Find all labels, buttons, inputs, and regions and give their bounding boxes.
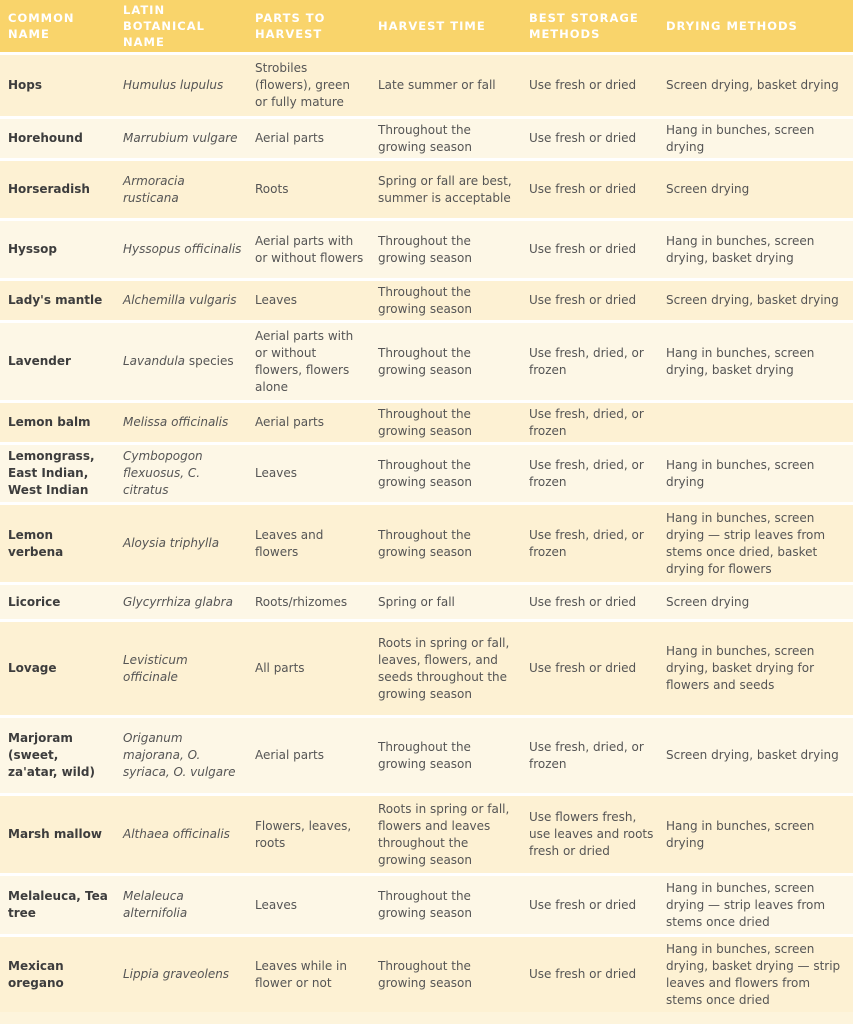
cell-common-name: Lovage [0, 619, 115, 715]
cell-common-name: Horehound [0, 116, 115, 158]
cell-common-name: Lemongrass, East Indian, West Indian [0, 442, 115, 502]
cell-harvest-time: Spring or fall are best, summer is acceptable [370, 158, 521, 218]
latin-name-text: Melaleuca alternifolia [123, 889, 188, 920]
cell-storage: Use flowers fresh, use leaves and roots fresh or dried [521, 793, 658, 873]
cell-latin-name [115, 619, 247, 715]
cell-common-name: Horseradish [0, 158, 115, 218]
cell-storage: Use fresh or dried [521, 218, 658, 278]
cell-harvest-time: Throughout the growing season [370, 715, 521, 793]
cell-latin-name [115, 116, 247, 158]
cell-parts: All parts [247, 619, 370, 715]
cell-parts: Aerial parts with or without flowers [247, 218, 370, 278]
table-row [0, 873, 853, 934]
table-row [0, 502, 853, 582]
cell-harvest-time: Late summer or fall [370, 52, 521, 116]
cell-harvest-time: Throughout the growing season [370, 218, 521, 278]
cell-storage: Use fresh, dried, or frozen [521, 400, 658, 442]
cell-drying: Screen drying, basket drying [658, 278, 853, 320]
cell-latin-name [115, 52, 247, 116]
cell-parts: Leaves [247, 442, 370, 502]
latin-name-text: Marrubium vulgare [123, 131, 238, 145]
header-storage: BEST STORAGE METHODS [521, 0, 658, 52]
latin-name-text: Lavandula [123, 354, 186, 368]
cell-harvest-time: Throughout the growing season [370, 442, 521, 502]
latin-name-text: Origanum majorana, O. syriaca, O. vulgare [123, 731, 236, 779]
cell-storage: Use fresh or dried [521, 278, 658, 320]
cell-drying: Hang in bunches, screen drying, basket drying [658, 320, 853, 400]
cell-harvest-time: Throughout the growing season [370, 278, 521, 320]
table-header [0, 0, 853, 52]
cell-drying: Screen drying [658, 582, 853, 619]
cell-storage: Use fresh or dried [521, 116, 658, 158]
latin-name-text: Melissa officinalis [123, 415, 229, 429]
cell-parts: Roots [247, 158, 370, 218]
cell-latin-name [115, 400, 247, 442]
table-row [0, 320, 853, 400]
latin-name-text: Armoracia rusticana [123, 173, 185, 205]
cell-common-name: Lemon verbena [0, 502, 115, 582]
cell-storage: Use fresh, dried, or frozen [521, 502, 658, 582]
latin-name-text: Alchemilla vulgaris [123, 293, 237, 307]
cell-storage: Use fresh or dried [521, 873, 658, 934]
cell-parts: Leaves [247, 873, 370, 934]
cell-drying: Hang in bunches, screen drying [658, 116, 853, 158]
cell-drying: Hang in bunches, screen drying, basket drying [658, 218, 853, 278]
cell-drying: Hang in bunches, screen drying [658, 442, 853, 502]
table-row [0, 715, 853, 793]
header-latin-name: LATIN BOTANICAL NAME [115, 0, 247, 52]
cell-harvest-time: Roots in spring or fall, leaves, flowers, and seeds throughout the growing season [370, 619, 521, 715]
cell-common-name: Marjoram (sweet, za'atar, wild) [0, 715, 115, 793]
cell-storage: Use fresh or dried [521, 582, 658, 619]
cell-latin-name [115, 582, 247, 619]
cell-common-name: Mexican oregano [0, 934, 115, 1012]
cell-storage: Use fresh, dried, or frozen [521, 715, 658, 793]
cell-latin-name [115, 218, 247, 278]
header-row [0, 0, 853, 52]
cell-parts: Leaves and flowers [247, 502, 370, 582]
table-row [0, 582, 853, 619]
table-row [0, 619, 853, 715]
cell-common-name: Melaleuca, Tea tree [0, 873, 115, 934]
cell-harvest-time: Throughout the growing season [370, 873, 521, 934]
cell-drying: Screen drying [658, 158, 853, 218]
cell-common-name: Lavender [0, 320, 115, 400]
cell-latin-name [115, 793, 247, 873]
cell-parts: Strobiles (flowers), green or fully mature [247, 52, 370, 116]
header-common-name: COMMON NAME [0, 0, 115, 52]
cell-common-name: Lady's mantle [0, 278, 115, 320]
table-row [0, 793, 853, 873]
table-row [0, 278, 853, 320]
cell-drying: Screen drying, basket drying [658, 715, 853, 793]
cell-parts: Roots/rhizomes [247, 582, 370, 619]
latin-name-text: Humulus lupulus [123, 78, 224, 92]
latin-name-text: Lippia graveolens [123, 967, 230, 981]
cell-drying: Hang in bunches, screen drying, basket drying — strip leaves and flowers from stems once dried [658, 934, 853, 1012]
cell-latin-name [115, 502, 247, 582]
cell-common-name: Hyssop [0, 218, 115, 278]
cell-latin-name [115, 873, 247, 934]
cell-drying: Hang in bunches, screen drying — strip leaves from stems once dried, basket drying for flowers [658, 502, 853, 582]
cell-harvest-time: Throughout the growing season [370, 116, 521, 158]
table-row [0, 934, 853, 1012]
cell-common-name: Hops [0, 52, 115, 116]
cell-storage: Use fresh, dried, or frozen [521, 320, 658, 400]
cell-harvest-time: Throughout the growing season [370, 320, 521, 400]
cell-harvest-time: Spring or fall [370, 582, 521, 619]
cell-drying: Hang in bunches, screen drying — strip leaves from stems once dried [658, 873, 853, 934]
table-row [0, 116, 853, 158]
cell-common-name: Marsh mallow [0, 793, 115, 873]
table-row [0, 442, 853, 502]
cell-common-name: Licorice [0, 582, 115, 619]
cell-parts: Aerial parts [247, 400, 370, 442]
table-row [0, 158, 853, 218]
latin-name-text: Glycyrrhiza glabra [123, 594, 233, 609]
latin-name-text: Cymbopogon flexuosus, C. citratus [123, 449, 203, 497]
latin-name-text: Althaea officinalis [123, 827, 230, 841]
table-body [0, 52, 853, 1012]
cell-parts: Aerial parts with or without flowers, flowers alone [247, 320, 370, 400]
cell-latin-name [115, 278, 247, 320]
cell-storage: Use fresh or dried [521, 619, 658, 715]
cell-common-name: Lemon balm [0, 400, 115, 442]
latin-name-text: Aloysia triphylla [123, 536, 220, 550]
cell-storage: Use fresh, dried, or frozen [521, 442, 658, 502]
header-parts: PARTS TO HARVEST [247, 0, 370, 52]
cell-harvest-time: Roots in spring or fall, flowers and leaves throughout the growing season [370, 793, 521, 873]
cell-drying: Hang in bunches, screen drying, basket drying for flowers and seeds [658, 619, 853, 715]
cell-parts: Aerial parts [247, 715, 370, 793]
cell-parts: Aerial parts [247, 116, 370, 158]
latin-name-suffix: species [185, 354, 234, 368]
header-harvest-time: HARVEST TIME [370, 0, 521, 52]
cell-drying: Screen drying, basket drying [658, 52, 853, 116]
cell-storage: Use fresh or dried [521, 934, 658, 1012]
header-drying: DRYING METHODS [658, 0, 853, 52]
cell-latin-name [115, 715, 247, 793]
table-row [0, 218, 853, 278]
cell-parts: Leaves [247, 278, 370, 320]
cell-latin-name [115, 442, 247, 502]
cell-parts: Flowers, leaves, roots [247, 793, 370, 873]
cell-latin-name [115, 158, 247, 218]
cell-parts: Leaves while in flower or not [247, 934, 370, 1012]
table-row [0, 400, 853, 442]
cell-storage: Use fresh or dried [521, 52, 658, 116]
cell-harvest-time: Throughout the growing season [370, 400, 521, 442]
cell-harvest-time: Throughout the growing season [370, 934, 521, 1012]
cell-drying: Hang in bunches, screen drying [658, 793, 853, 873]
latin-name-text: Levisticum officinale [123, 652, 188, 684]
latin-name-text: Hyssopus officinalis [123, 242, 242, 256]
cell-drying [658, 400, 853, 442]
cell-latin-name [115, 934, 247, 1012]
cell-storage: Use fresh or dried [521, 158, 658, 218]
cell-harvest-time: Throughout the growing season [370, 502, 521, 582]
table-row [0, 52, 853, 116]
cell-latin-name [115, 320, 247, 400]
